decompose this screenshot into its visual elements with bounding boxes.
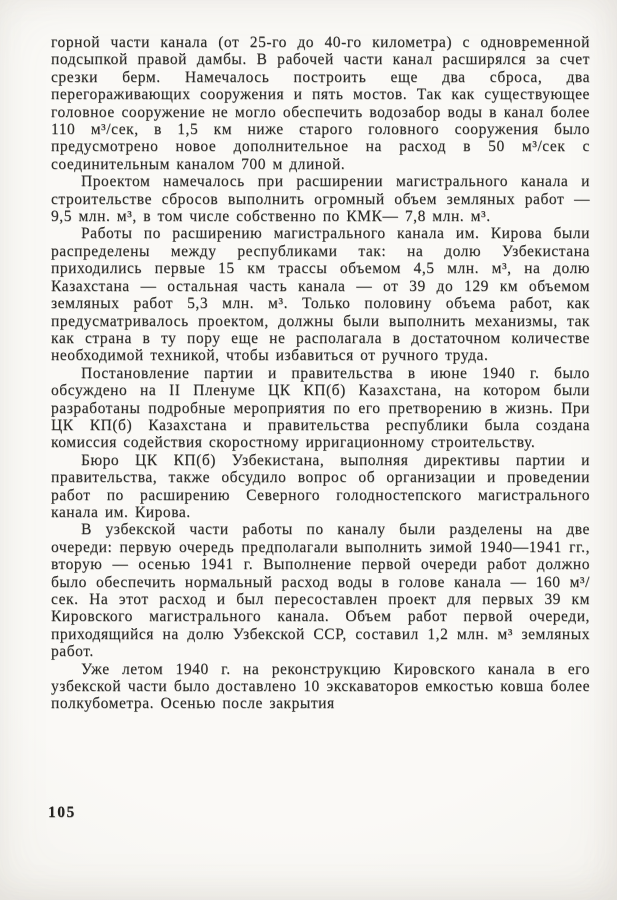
paragraph: Уже летом 1940 г. на реконструкцию Кировского канала в его узбекской части было доставлено 10 экскаваторов емкостью ковша более полкубометра. Осенью после закрытия bbox=[51, 660, 590, 713]
page-number: 105 bbox=[48, 804, 76, 821]
paragraph: Постановление партии и правительства в июне 1940 г. было обсуждено на II Пленуме ЦК КП(б) Казахстана, на котором были разработаны подробные мероприятия по его претворению в жизнь. При ЦК КП(б) Казахстана и правительства республики была создана комиссия содействия скоростному ирригационному строительству. bbox=[51, 364, 590, 452]
paragraph: Проектом намечалось при расширении магистрального канала и строительстве сбросов выполнить огромный объем земляных работ — 9,5 млн. м³, в том числе собственно по КМК— 7,8 млн. м³. bbox=[51, 173, 590, 226]
paragraph: В узбекской части работы по каналу были разделены на две очереди: первую очередь предполагали выполнить зимой 1940—1941 гг., вторую — осенью 1941 г. Выполнение первой очереди работ должно было обеспечить нормальный расход воды в голове канала — 160 м³/сек. На этот расход и был пересоставлен проект для первых 39 км Кировского магистрального канала. Объем работ первой очереди, приходящийся на долю Узбекской ССР, составил 1,2 млн. м³ земляных работ. bbox=[51, 521, 590, 661]
paragraph: Бюро ЦК КП(б) Узбекистана, выполняя директивы партии и правительства, также обсудило вопрос об организации и проведении работ по расширению Северного голодностепского магистрального канала им. Кирова. bbox=[51, 451, 590, 521]
paragraph: Работы по расширению магистрального канала им. Кирова были распределены между республиками так: на долю Узбекистана приходились первые 15 км трассы объемом 4,5 млн. м³, на долю Казахстана — остальная часть канала — от 39 до 129 км объемом земляных работ 5,3 млн. м³. Только половину объема работ, как предусматривалось проектом, должны были выполнить механизмы, так как страна в ту пору еще не располагала в достаточном количестве необходимой техникой, чтобы избавиться от ручного труда. bbox=[51, 225, 590, 365]
body-text bbox=[51, 34, 590, 713]
paragraph: горной части канала (от 25-го до 40-го километра) с одновременной подсыпкой правой дамбы. В рабочей части канал расширялся за счет срезки берм. Намечалось построить еще два сброса, два перегораживающих сооружения и пять мостов. Так как существующее головное сооружение не могло обеспечить водозабор воды в канал более 110 м³/сек, в 1,5 км ниже старого головного сооружения было предусмотрено новое дополнительное на расход в 50 м³/сек с соединительным каналом 700 м длиной. bbox=[51, 34, 590, 173]
